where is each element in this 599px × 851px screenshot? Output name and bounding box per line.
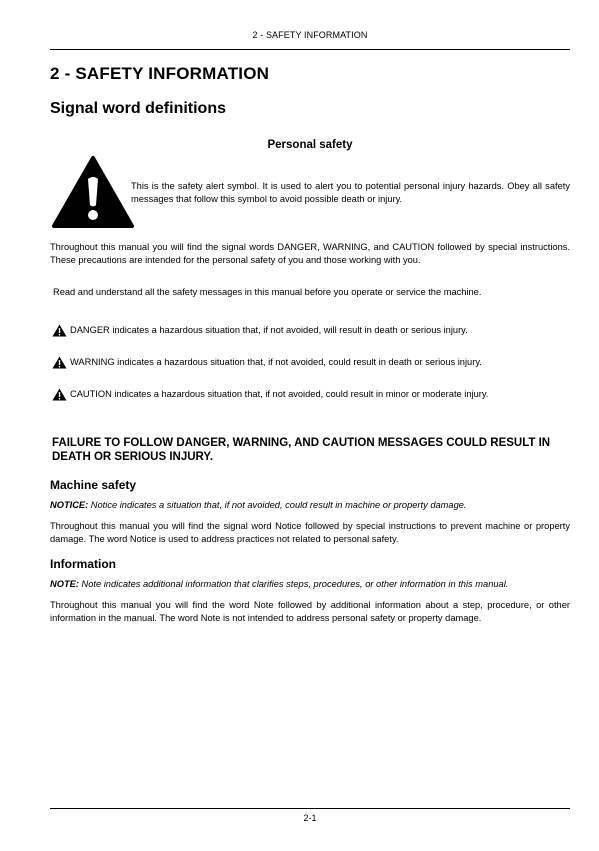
alert-triangle-icon <box>52 356 67 369</box>
machine-safety-title: Machine safety <box>50 478 137 492</box>
signal-words-paragraph: Throughout this manual you will find the signal words DANGER, WARNING, and CAUTION followed by special instructions. These precautions are intended for the personal safety of you and those working with you. <box>50 242 570 265</box>
danger-line <box>52 324 468 337</box>
section-title: Signal word definitions <box>50 100 226 117</box>
note-paragraph: Throughout this manual you will find the word Note followed by additional information about a step, procedure, or other information in the manual. The word Note is not intended to address personal safety or property damage. <box>50 600 570 623</box>
failure-warning: FAILURE TO FOLLOW DANGER, WARNING, AND CAUTION MESSAGES COULD RESULT IN DEATH OR SERIOUS INJURY. <box>52 437 551 463</box>
page-number: 2-1 <box>303 813 317 823</box>
notice-label: NOTICE: <box>50 500 89 510</box>
notice-line <box>50 499 467 512</box>
alert-symbol-description: This is the safety alert symbol. It is used to alert you to potential personal injury hazards. Obey all safety messages that follow this symbol to avoid possible death or injury. <box>131 181 570 204</box>
note-text: Note indicates additional information that clarifies steps, procedures, or other information in this manual. <box>78 579 509 589</box>
chapter-title: 2 - SAFETY INFORMATION <box>50 64 270 83</box>
running-header: 2 - SAFETY INFORMATION <box>252 30 368 40</box>
alert-triangle-icon <box>52 388 67 401</box>
warning-line <box>52 356 482 369</box>
note-label: NOTE: <box>50 579 79 589</box>
warning-text: WARNING indicates a hazardous situation that, if not avoided, could result in death or serious injury. <box>70 357 482 367</box>
personal-safety-heading: Personal safety <box>267 139 353 151</box>
information-title: Information <box>50 557 116 571</box>
caution-line <box>52 388 488 401</box>
footer-rule <box>50 808 570 809</box>
read-messages-paragraph: Read and understand all the safety messages in this manual before you operate or service the machine. <box>53 287 482 297</box>
notice-paragraph: Throughout this manual you will find the signal word Notice followed by special instructions to prevent machine or property damage. The word Notice is used to address practices not related to personal safety. <box>50 521 570 544</box>
caution-text: CAUTION indicates a hazardous situation that, if not avoided, could result in minor or moderate injury. <box>70 389 489 399</box>
alert-triangle-icon <box>52 324 67 337</box>
danger-text: DANGER indicates a hazardous situation that, if not avoided, will result in death or serious injury. <box>70 325 468 335</box>
note-line <box>50 578 508 591</box>
header-rule <box>50 49 570 50</box>
safety-alert-triangle-icon <box>52 155 134 229</box>
notice-text: Notice indicates a situation that, if not avoided, could result in machine or property damage. <box>88 500 467 510</box>
